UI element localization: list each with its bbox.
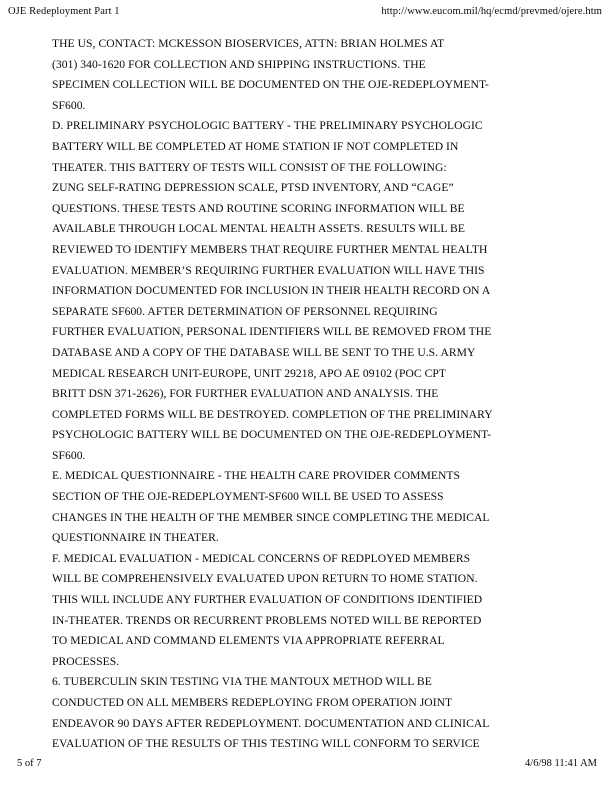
text-line: SF600. (52, 448, 86, 462)
text-line: E. MEDICAL QUESTIONNAIRE - THE HEALTH CARE PROVIDER COMMENTS (52, 469, 461, 483)
text-line: INFORMATION DOCUMENTED FOR INCLUSION IN THEIR HEALTH RECORD ON A (52, 284, 491, 298)
document-title: OJE Redeployment Part 1 (8, 6, 120, 17)
text-line: ZUNG SELF-RATING DEPRESSION SCALE, PTSD INVENTORY, AND “CAGE” (52, 181, 454, 195)
print-timestamp: 4/6/98 11:41 AM (525, 758, 597, 769)
text-line: PSYCHOLOGIC BATTERY WILL BE DOCUMENTED ON THE OJE-REDEPLOYMENT- (52, 428, 492, 442)
text-line: EVALUATION. MEMBER’S REQUIRING FURTHER EVALUATION WILL HAVE THIS (52, 263, 485, 277)
document-body (52, 34, 499, 755)
text-line: THEATER. THIS BATTERY OF TESTS WILL CONSIST OF THE FOLLOWING: (52, 160, 447, 174)
text-line: D. PRELIMINARY PSYCHOLOGIC BATTERY - THE PRELIMINARY PSYCHOLOGIC (52, 119, 483, 133)
page-footer (0, 758, 611, 774)
text-line: CHANGES IN THE HEALTH OF THE MEMBER SINCE COMPLETING THE MEDICAL (52, 510, 490, 524)
source-url: http://www.eucom.mil/hq/ecmd/prevmed/ojere.htm (381, 6, 602, 17)
page-number: 5 of 7 (17, 758, 42, 769)
text-line: ENDEAVOR 90 DAYS AFTER REDEPLOYMENT. DOCUMENTATION AND CLINICAL (52, 716, 490, 730)
text-line: SPECIMEN COLLECTION WILL BE DOCUMENTED ON THE OJE-REDEPLOYMENT- (52, 78, 489, 92)
text-line: F. MEDICAL EVALUATION - MEDICAL CONCERNS OF REDPLOYED MEMBERS (52, 551, 471, 565)
text-line: AVAILABLE THROUGH LOCAL MENTAL HEALTH ASSETS. RESULTS WILL BE (52, 222, 465, 236)
text-line: TO MEDICAL AND COMMAND ELEMENTS VIA APPROPRIATE REFERRAL (52, 634, 445, 648)
text-line: CONDUCTED ON ALL MEMBERS REDEPLOYING FROM OPERATION JOINT (52, 696, 453, 709)
paragraph (52, 549, 499, 673)
text-line: PROCESSES. (52, 654, 120, 668)
text-line: BRITT DSN 371-2626), FOR FURTHER EVALUATION AND ANALYSIS. THE (52, 387, 439, 401)
text-line: SF600. (52, 98, 86, 112)
text-line: THIS WILL INCLUDE ANY FURTHER EVALUATION OF CONDITIONS IDENTIFIED (52, 593, 483, 607)
paragraph (52, 672, 499, 754)
text-line: BATTERY WILL BE COMPLETED AT HOME STATION IF NOT COMPLETED IN (52, 139, 459, 153)
paragraph (52, 116, 499, 466)
text-line: SEPARATE SF600. AFTER DETERMINATION OF PERSONNEL REQUIRING (52, 304, 438, 318)
text-line: QUESTIONS. THESE TESTS AND ROUTINE SCORING INFORMATION WILL BE (52, 201, 465, 215)
text-line: WILL BE COMPREHENSIVELY EVALUATED UPON RETURN TO HOME STATION. (52, 572, 478, 586)
text-line: SECTION OF THE OJE-REDEPLOYMENT-SF600 WILL BE USED TO ASSESS (52, 490, 444, 504)
text-line: MEDICAL RESEARCH UNIT-EUROPE, UNIT 29218, APO AE 09102 (POC CPT (52, 366, 447, 380)
page-header (0, 6, 611, 24)
text-line: IN-THEATER. TRENDS OR RECURRENT PROBLEMS NOTED WILL BE REPORTED (52, 613, 482, 627)
text-line: THE US, CONTACT: MCKESSON BIOSERVICES, ATTN: BRIAN HOLMES AT (52, 37, 445, 50)
text-line: 6. TUBERCULIN SKIN TESTING VIA THE MANTOUX METHOD WILL BE (52, 675, 432, 689)
paragraph (52, 466, 499, 548)
text-line: (301) 340-1620 FOR COLLECTION AND SHIPPING INSTRUCTIONS. THE (52, 57, 426, 71)
text-line: QUESTIONNAIRE IN THEATER. (52, 531, 219, 545)
text-line: EVALUATION OF THE RESULTS OF THIS TESTING WILL CONFORM TO SERVICE (52, 737, 480, 751)
text-line: REVIEWED TO IDENTIFY MEMBERS THAT REQUIRE FURTHER MENTAL HEALTH (52, 242, 488, 256)
text-line: COMPLETED FORMS WILL BE DESTROYED. COMPLETION OF THE PRELIMINARY (52, 407, 493, 421)
text-line: FURTHER EVALUATION, PERSONAL IDENTIFIERS WILL BE REMOVED FROM THE (52, 325, 492, 339)
paragraph (52, 34, 499, 116)
text-line: DATABASE AND A COPY OF THE DATABASE WILL BE SENT TO THE U.S. ARMY (52, 345, 476, 359)
